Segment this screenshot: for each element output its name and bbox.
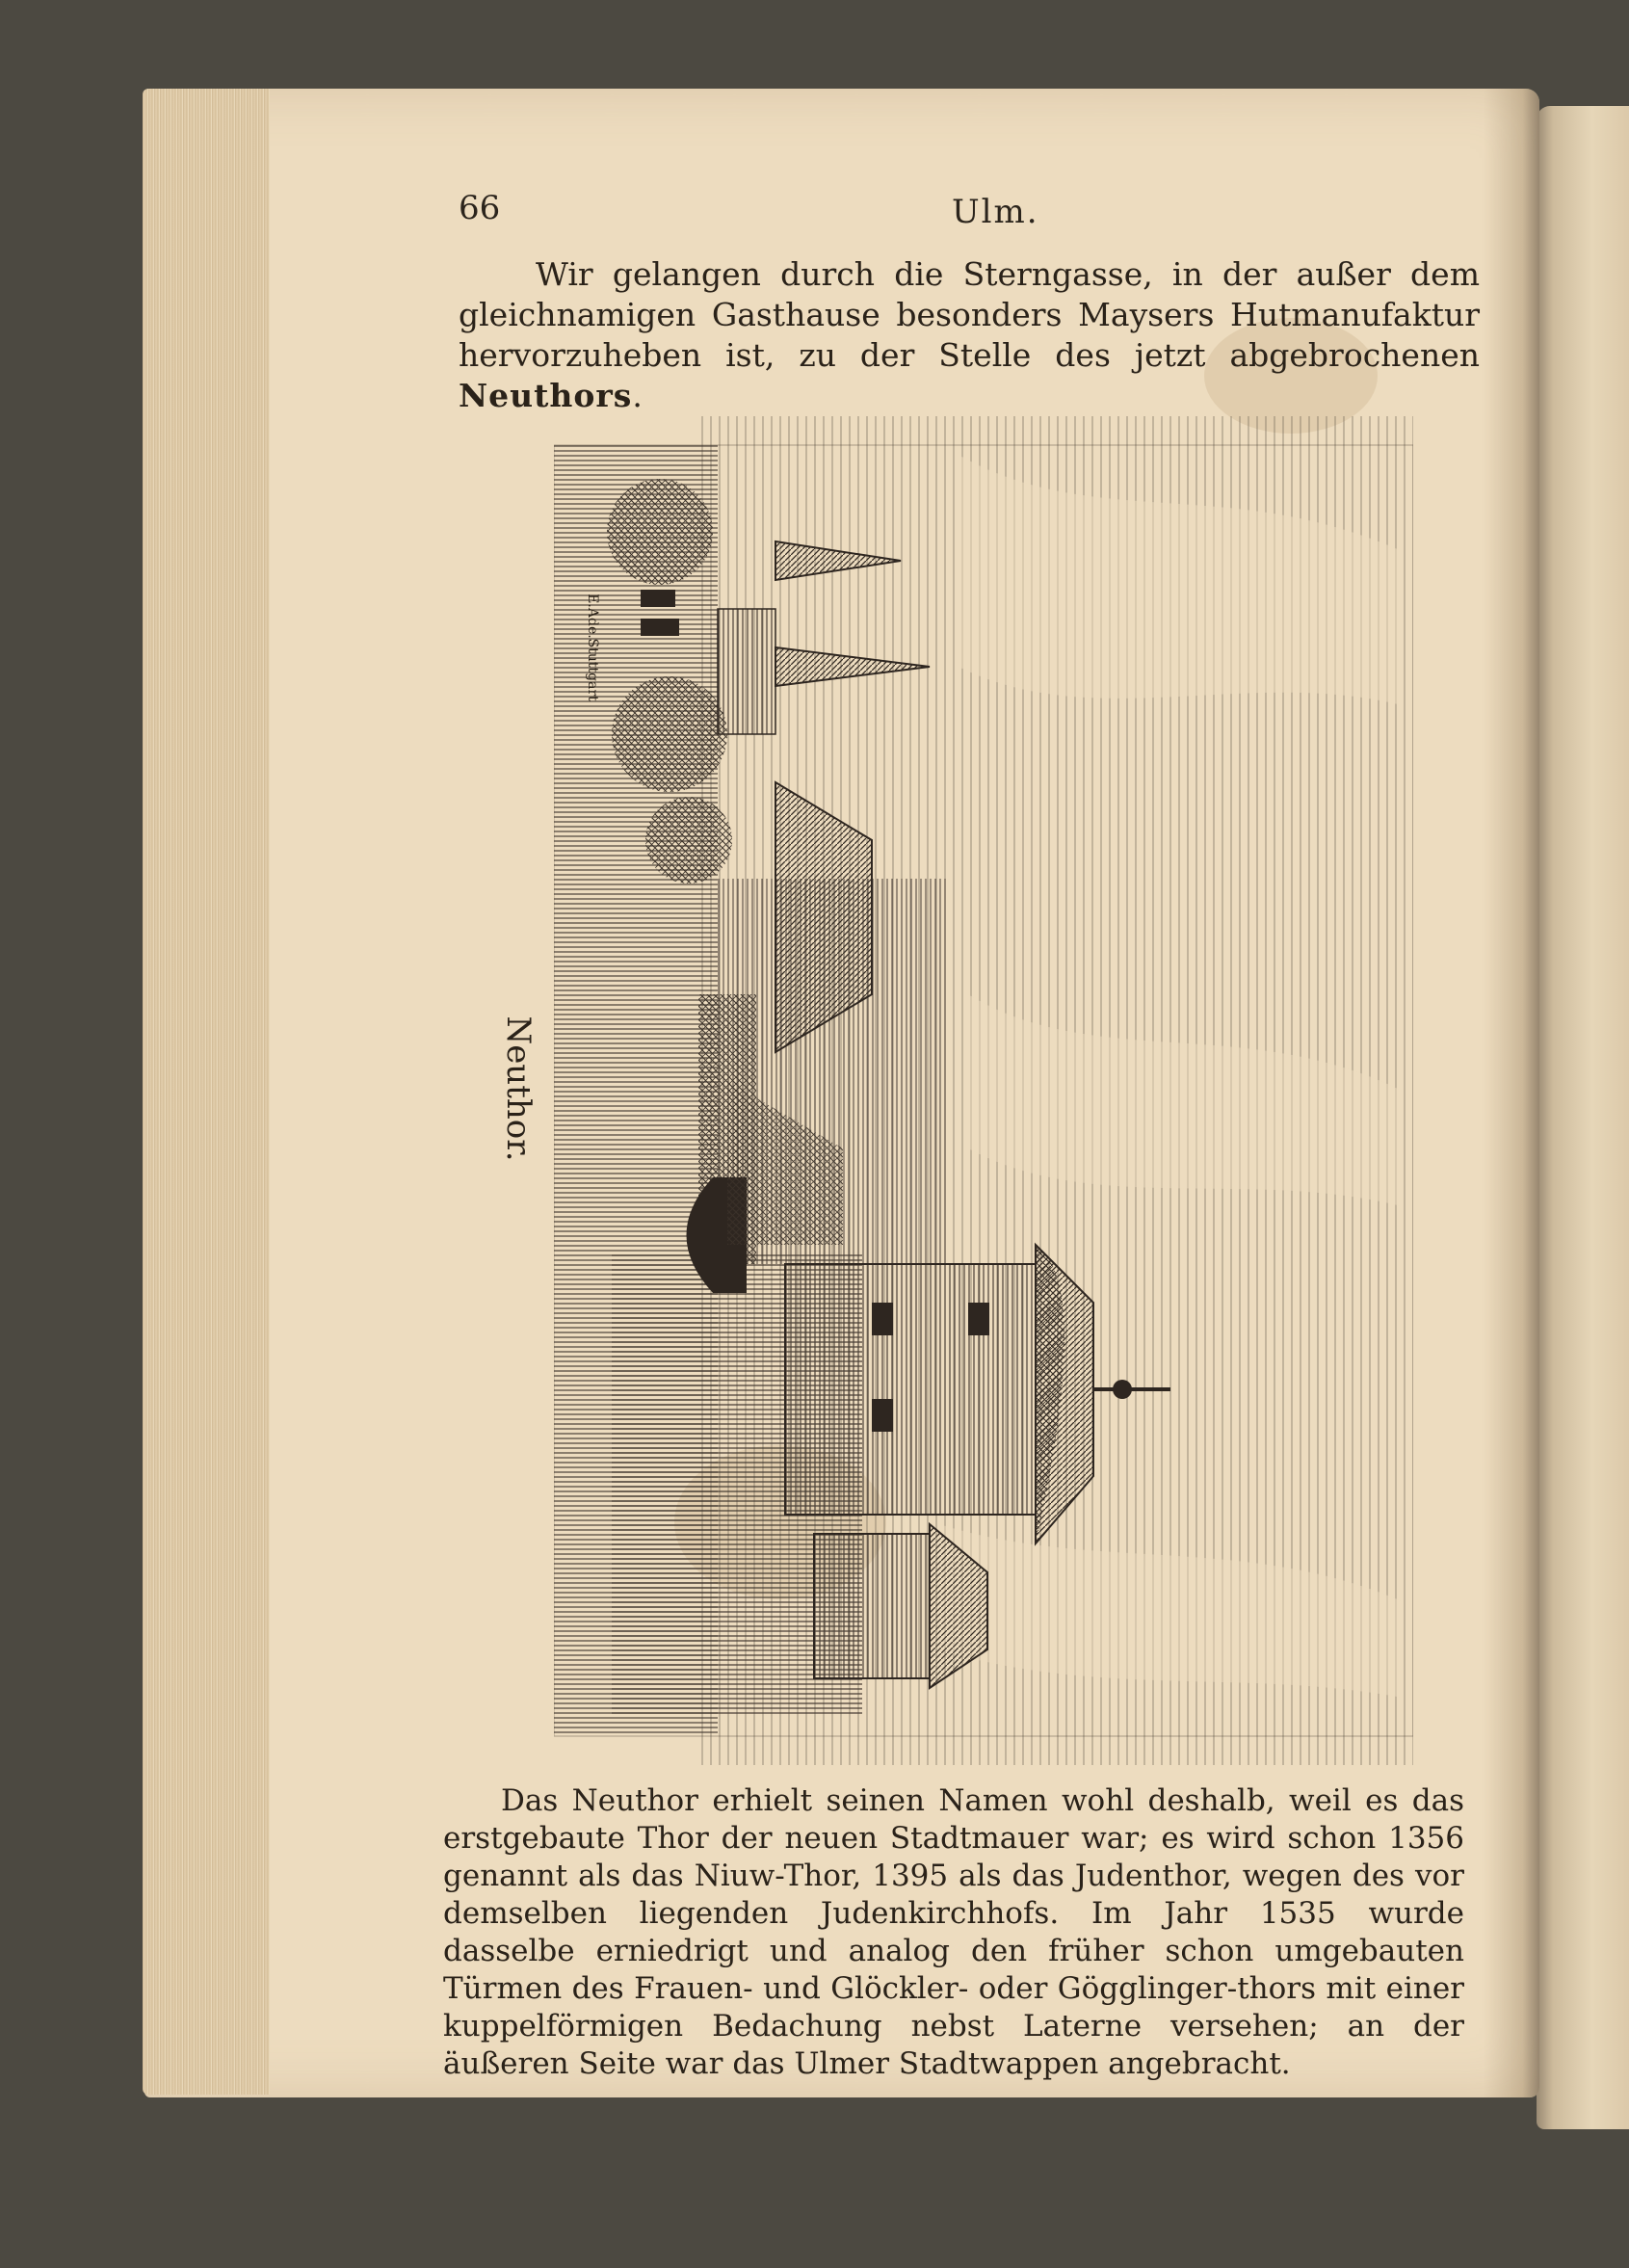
closing-paragraph: Das Neuthor erhielt seinen Namen wohl deshalb, weil es das erstgebaute Thor der neuen Stadtmauer war; es wird schon 1356 genannt als das Niuw-Thor, 1395 als das Judenthor, wegen des vor demselben liegenden Judenkirchhofs. Im Jahr 1535 wurde dasselbe erniedrigt und analog den früher schon umgebauten Türmen des Frauen- und Glöckler- oder Gögglinger-thors mit einer kuppelförmigen Bedachung nebst Laterne versehen; an der äußeren Seite war das Ulmer Stadtwappen angebracht.	[443, 1783, 1464, 2081]
intro-paragraph	[459, 254, 1480, 416]
page-stack-edges	[143, 89, 270, 2095]
engraving-svg	[554, 416, 1413, 1765]
caption-text: Neuthor.	[499, 1015, 538, 1162]
page-gutter-shadow	[1484, 89, 1539, 2097]
engraver-signature-text: E.Ade.Stuttgart	[585, 593, 600, 701]
keyword-neuthor: Neuthors	[459, 377, 633, 414]
intro-text: Wir gelangen durch die Sterngasse, in der außer dem gleichnamigen Gasthause besonders Maysers Hutmanufaktur hervorzuheben ist, zu der Stelle des jetzt abgebrochenen	[459, 255, 1480, 374]
running-head: Ulm.	[952, 193, 1039, 231]
page-header	[459, 189, 1480, 237]
intro-end: .	[632, 377, 643, 414]
neuthor-engraving	[554, 416, 1413, 1765]
page-number: 66	[459, 189, 501, 227]
engraver-signature	[573, 551, 612, 744]
facing-page-edge	[1537, 106, 1629, 2129]
